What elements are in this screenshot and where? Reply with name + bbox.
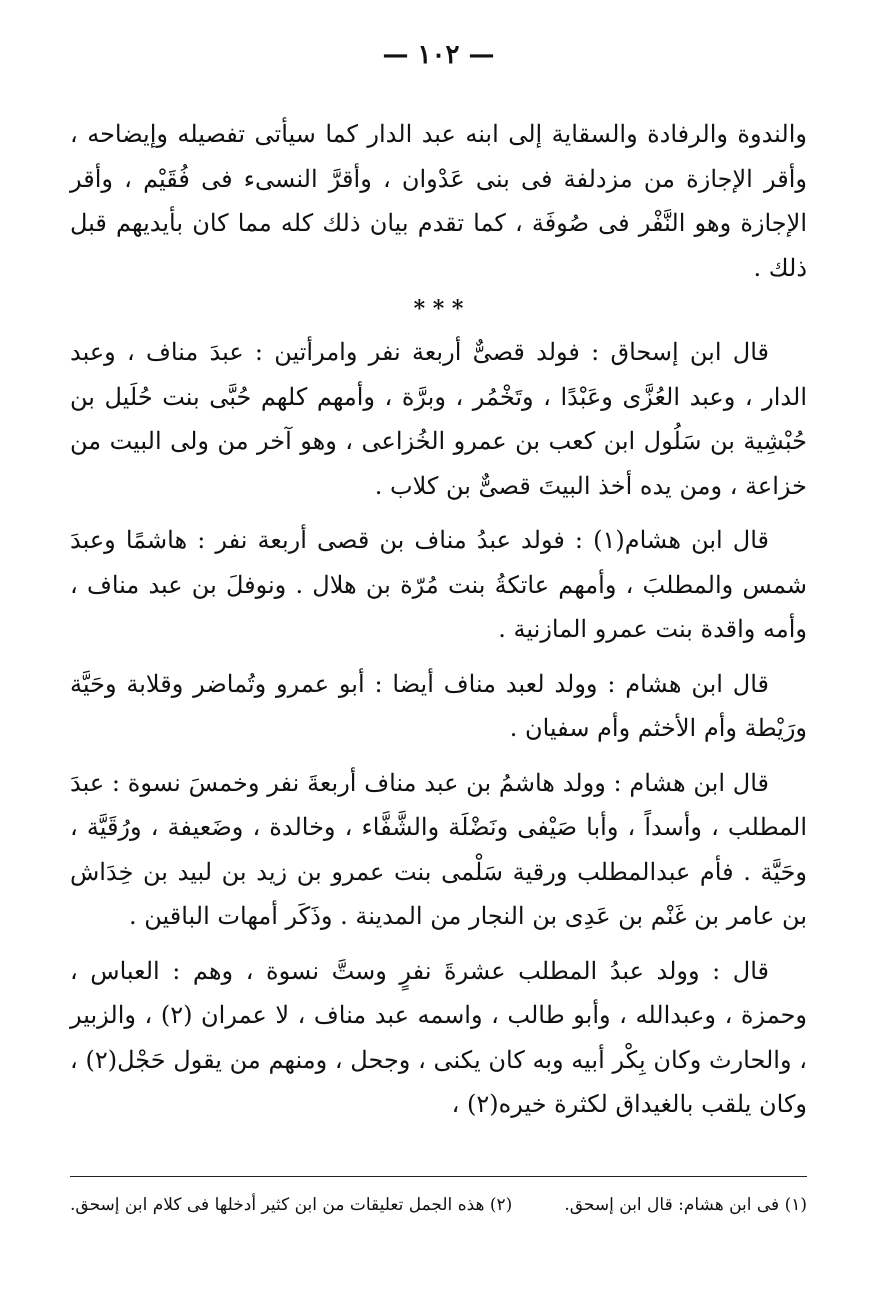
footnotes <box>70 1192 807 1218</box>
footnote-2: (٢) هذه الجمل تعليقات من ابن كثير أدخلها فى كلام ابن إسحق. <box>70 1195 513 1215</box>
paragraph: قال ابن هشام(١) : فولد عبدُ مناف بن قصى أربعة نفر : هاشمًا وعبدَ شمس والمطلبَ ، وأمهم عاتكةُ بنت مُرّة بن هلال . ونوفلَ بن عبد مناف ، وأمه واقدة بنت عمرو المازنية . <box>70 526 807 643</box>
paragraph: والندوة والرفادة والسقاية إلى ابنه عبد الدار كما سيأتى تفصيله وإيضاحه ، وأقر الإجازة من مزدلفة فى بنى عَدْوان ، وأقرَّ النسىء فى فُقَيْم ، وأقر الإجازة وهو النَّفْر فى صُوفَة ، كما تقدم بيان ذلك كله مما كان بأيديهم قبل ذلك . <box>70 120 807 282</box>
paragraph: قال ابن هشام : وولد لعبد مناف أيضا : أبو عمرو وتُماضر وقلابة وحَيَّة ورَيْطة وأم الأخثم وأم سفيان . <box>70 669 807 742</box>
footnote-1: (١) فى ابن هشام: قال ابن إسحق. <box>564 1195 807 1215</box>
footnote-divider <box>70 1176 807 1177</box>
paragraph: قال ابن هشام : وولد هاشمُ بن عبد مناف أربعةَ نفر وخمسَ نسوة : عبدَ المطلب ، وأسداً ، وأبا صَيْفى ونَضْلَة والشَّفَّاء ، وخالدة ، وضَعيفة ، ورُقَيَّة ، وحَيَّة . فأم عبدالمطلب ورقية سَلْمى بنت عمرو بن زيد بن لبيد بن خِدَاش بن عامر بن غَنْم بن عَدِى بن النجار من المدينة . وذَكَر أمهات الباقين . <box>70 768 807 930</box>
page-number: — ١٠٢ — <box>382 40 495 70</box>
paragraph: قال : وولد عبدُ المطلب عشرةَ نفرٍ وستَّ نسوة ، وهم : العباس ، وحمزة ، وعبدالله ، وأبو طالب ، واسمه عبد مناف ، لا عمران (٢) ، والزبير ، والحارث وكان بِكْر أبيه وبه كان يكنى ، وجحل ، ومنهم من يقول حَجْل(٢) ، وكان يلقب بالغيداق لكثرة خيره(٢) ، <box>70 956 808 1118</box>
paragraph: قال ابن إسحاق : فولد قصىٌّ أربعة نفر وامرأتين : عبدَ مناف ، وعبد الدار ، وعبد العُزَّى وعَبْدًا ، وتَخْمُر ، وبرَّة ، وأمهم كلهم حُبَّى بنت حُلَيل بن حُبْشِية بن سَلُول ابن كعب بن عمرو الخُزاعى ، وهو آخر من ولى البيت من خزاعة ، ومن يده أخذ البيتَ قصىٌّ بن كلاب . <box>70 338 807 500</box>
section-separator: * * * <box>413 296 464 322</box>
body-text <box>70 112 807 1137</box>
